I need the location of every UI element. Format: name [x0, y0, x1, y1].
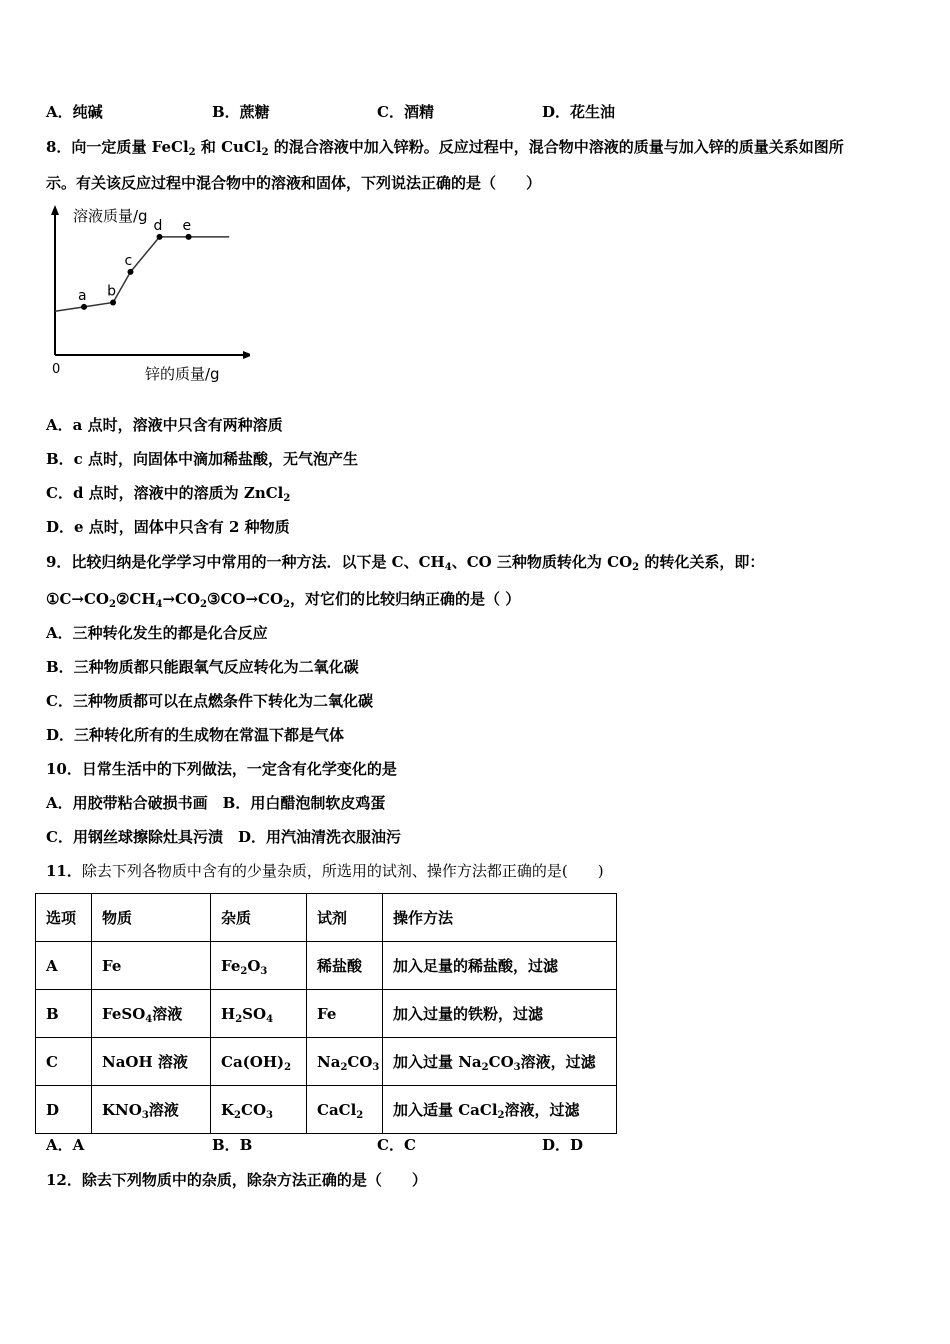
data-point-a: [81, 304, 87, 310]
data-point-c: [127, 269, 133, 275]
q7-option-d: D．花生油: [542, 103, 616, 121]
cell-sub: 3: [513, 1062, 521, 1073]
cell-sub: 3: [372, 1061, 380, 1073]
q9-text: 、CO 三种物质转化为 CO: [451, 553, 633, 571]
cell-sub: 2: [234, 1109, 242, 1121]
table-cell: [92, 990, 211, 1038]
table-cell: [307, 1038, 383, 1086]
q9-sub: 4: [444, 562, 452, 573]
cell-text: 加入适量 CaCl: [393, 1101, 498, 1119]
cell-sub: 2: [356, 1109, 364, 1121]
cell-sub: 4: [145, 1014, 153, 1025]
cell-text: KNO: [102, 1101, 142, 1119]
cell-sub: 2: [340, 1061, 348, 1073]
cell-text: 加入过量 Na: [393, 1053, 482, 1071]
q7-option-c: C．酒精: [377, 103, 434, 121]
q9-text: 的转化关系，即：: [639, 553, 765, 571]
table-header: 选项: [36, 894, 92, 942]
q9-option-d: D．三种转化所有的生成物在常温下都是气体: [46, 726, 345, 744]
q11-number: 11．: [46, 862, 82, 880]
table-row: [36, 942, 617, 990]
cell-text: O: [247, 956, 261, 975]
q9-option-a: A．三种转化发生的都是化合反应: [46, 624, 268, 642]
cell-sub: 2: [235, 1013, 243, 1025]
cell-sub: 2: [481, 1062, 489, 1073]
cell-sub: 3: [266, 1109, 273, 1121]
q8-stem-line2: 示。有关该反应过程中混合物中的溶液和固体，下列说法正确的是（ ）: [46, 174, 542, 192]
q12-stem: 12．除去下列物质中的杂质，除杂方法正确的是（ ）: [46, 1171, 427, 1189]
cell-text: CO: [488, 1053, 514, 1071]
q9-sub: 2: [632, 562, 640, 573]
point-label-d: d: [153, 217, 163, 234]
q9-sub: 2: [283, 599, 291, 610]
q9-sub: 2: [108, 599, 116, 610]
table-header: 杂质: [211, 894, 307, 942]
x-axis-label: 锌的质量/g: [145, 365, 220, 383]
table-cell: [211, 942, 307, 990]
q11-option-d: D．D: [542, 1136, 584, 1154]
y-axis-label: 溶液质量/g: [73, 207, 148, 225]
q9-text: ②CH: [115, 590, 156, 608]
table-cell: [211, 1038, 307, 1086]
q9-text: 9．比较归纳是化学学习中常用的一种方法．以下是 C、CH: [46, 553, 445, 571]
table-cell: B: [36, 990, 92, 1038]
table-cell: [92, 1086, 211, 1134]
table-header: 试剂: [307, 894, 383, 942]
table-cell: A: [36, 942, 92, 990]
q8-option-b: B．c 点时，向固体中滴加稀盐酸，无气泡产生: [46, 450, 359, 468]
cell-text: Ca(OH): [221, 1052, 285, 1071]
cell-text: CO: [347, 1052, 373, 1071]
table-cell: [211, 990, 307, 1038]
q11-table: [35, 893, 617, 1134]
cell-sub: 3: [141, 1110, 149, 1121]
table-row: [36, 1038, 617, 1086]
cell-text: CaCl: [317, 1100, 357, 1119]
cell-sub: 3: [260, 965, 268, 977]
q11-option-a: A．A: [46, 1136, 85, 1154]
q9-stem-line1: [46, 552, 764, 572]
table-cell: 加入过量的铁粉，过滤: [383, 990, 617, 1038]
cell-text: 溶液: [148, 1101, 179, 1119]
q9-text: →CO: [162, 590, 201, 608]
q11-stem-text: 除去下列各物质中含有的少量杂质，所选用的试剂、操作方法都正确的是( ): [81, 862, 604, 880]
q9-text: ③CO→CO: [207, 590, 284, 608]
table-cell: 稀盐酸: [307, 942, 383, 990]
table-header: 操作方法: [383, 894, 617, 942]
q10-options-row1: A．用胶带粘合破损书画 B．用白醋泡制软皮鸡蛋: [46, 794, 386, 812]
q9-text: ①C→CO: [46, 590, 109, 608]
table-row: [36, 990, 617, 1038]
point-label-e: e: [182, 217, 192, 234]
point-label-a: a: [78, 287, 87, 304]
x-axis-arrow: [243, 351, 250, 359]
q8-option-a: A．a 点时，溶液中只含有两种溶质: [46, 416, 283, 434]
q9-stem-line2: [46, 589, 520, 609]
q10-stem: 10．日常生活中的下列做法，一定含有化学变化的是: [46, 760, 397, 778]
table-cell: [383, 1038, 617, 1086]
y-axis-arrow: [51, 205, 59, 215]
q9-option-b: B．三种物质都只能跟氧气反应转化为二氧化碳: [46, 658, 359, 676]
cell-sub: 4: [266, 1013, 274, 1025]
q8-chart: [40, 203, 250, 388]
cell-text: K: [221, 1100, 235, 1119]
cell-sub: 2: [240, 965, 248, 977]
cell-sub: 2: [284, 1061, 292, 1073]
q8-option-c-text: C．d 点时，溶液中的溶质为 ZnCl: [46, 484, 284, 502]
table-cell: NaOH 溶液: [92, 1038, 211, 1086]
table-cell: [211, 1086, 307, 1134]
origin-label: 0: [52, 362, 61, 377]
cell-sub: 2: [497, 1110, 505, 1121]
cell-text: SO: [242, 1004, 267, 1023]
table-cell: D: [36, 1086, 92, 1134]
table-cell: [307, 1086, 383, 1134]
q8-sub: 2: [283, 493, 291, 504]
table-header-row: [36, 894, 617, 942]
table-header: 物质: [92, 894, 211, 942]
data-point-e: [186, 234, 192, 240]
cell-text: 溶液，过滤: [520, 1053, 596, 1071]
table-cell: [383, 1086, 617, 1134]
cell-text: 溶液: [152, 1005, 183, 1023]
q7-option-b: B．蔗糖: [212, 103, 270, 121]
data-point-b: [110, 300, 116, 306]
table-cell: 加入足量的稀盐酸，过滤: [383, 942, 617, 990]
cell-text: CO: [241, 1100, 267, 1119]
q8-sub: 2: [261, 147, 269, 158]
q8-text: 和 CuCl: [195, 138, 262, 156]
q11-option-b: B．B: [212, 1136, 253, 1154]
cell-text: 溶液，过滤: [504, 1101, 580, 1119]
q9-sub: 4: [155, 599, 163, 610]
q8-option-c: [46, 483, 290, 503]
q8-text: 的混合溶液中加入锌粉。反应过程中，混合物中溶液的质量与加入锌的质量关系如图所: [268, 138, 844, 156]
q9-option-c: C．三种物质都可以在点燃条件下转化为二氧化碳: [46, 692, 373, 710]
cell-text: H: [221, 1004, 236, 1023]
data-point-d: [157, 234, 163, 240]
point-label-b: b: [107, 283, 116, 300]
q10-options-row2: C．用钢丝球擦除灶具污渍 D．用汽油清洗衣服油污: [46, 828, 401, 846]
cell-text: Fe: [221, 956, 241, 975]
point-label-c: c: [124, 252, 133, 269]
q7-option-a: A．纯碱: [46, 103, 103, 121]
table-cell: Fe: [307, 990, 383, 1038]
table-cell: Fe: [92, 942, 211, 990]
q9-text: ，对它们的比较归纳正确的是（ ）: [290, 590, 521, 608]
cell-text: FeSO: [102, 1005, 146, 1023]
table-cell: C: [36, 1038, 92, 1086]
table-row: [36, 1086, 617, 1134]
q8-text: 8．向一定质量 FeCl: [46, 138, 189, 156]
q11-option-c: C．C: [377, 1136, 416, 1154]
q8-sub: 2: [188, 147, 196, 158]
q8-stem-line1: [46, 137, 844, 157]
q8-option-d: D．e 点时，固体中只含有 2 种物质: [46, 518, 290, 536]
cell-text: Na: [317, 1052, 341, 1071]
q9-sub: 2: [200, 599, 208, 610]
q11-stem: [46, 861, 604, 881]
